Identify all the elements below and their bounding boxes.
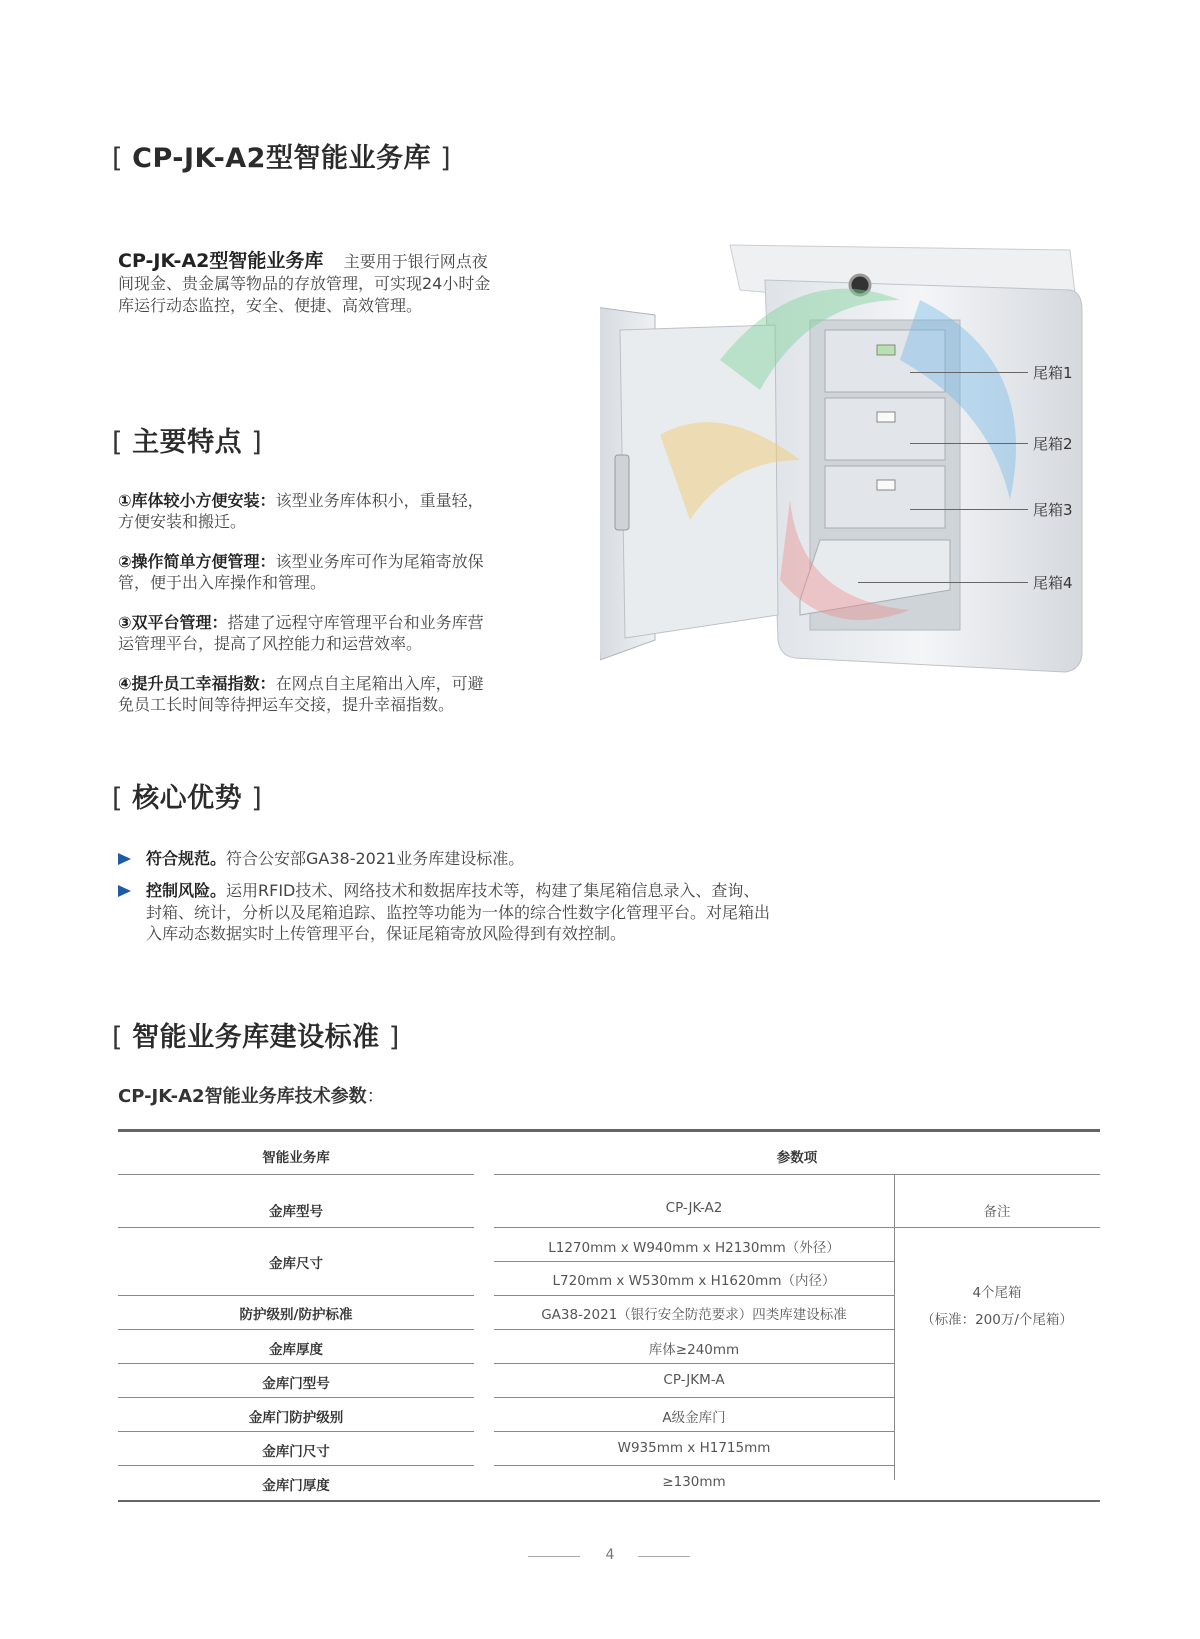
table-rule <box>494 1465 894 1466</box>
callout-line-3 <box>910 509 1028 510</box>
feature-text: 免员工长时间等待押运车交接，提升幸福指数。 <box>118 695 455 714</box>
callout-line-2 <box>910 443 1028 444</box>
table-rule <box>494 1431 894 1432</box>
page-title-text: CP-JK-A2型智能业务库 <box>132 143 431 174</box>
bullet-arrow-icon <box>118 853 131 865</box>
advantage-label: 符合规范。 <box>146 849 227 868</box>
features-title: [ 主要特点 ] <box>112 427 263 458</box>
callout-drawer-4: 尾箱4 <box>1033 574 1073 592</box>
callout-line-4 <box>858 582 1028 583</box>
feature-text: 搭建了远程守库管理平台和业务库营 <box>227 613 484 632</box>
feature-text: 管，便于出入库操作和管理。 <box>118 573 327 592</box>
advantages-title: [ 核心优势 ] <box>112 783 263 814</box>
table-row-value: CP-JK-A2 <box>665 1200 723 1216</box>
intro-line-1 <box>118 250 558 273</box>
door-handle <box>615 455 629 530</box>
footer-rule-right <box>638 1556 690 1557</box>
table-top-rule <box>118 1129 1100 1132</box>
table-rule <box>494 1174 1100 1175</box>
feature-label: ①库体较小方便安装： <box>118 491 276 510</box>
feature-label: ②操作简单方便管理： <box>118 552 276 571</box>
table-header-left: 智能业务库 <box>262 1150 330 1166</box>
table-bottom-rule <box>118 1500 1100 1502</box>
vault-product-image <box>600 240 1120 720</box>
feature-text: 方便安装和搬迁。 <box>118 512 247 531</box>
feature-text: 该型业务库体积小，重量轻， <box>275 491 484 510</box>
table-rule <box>118 1431 474 1432</box>
table-rule <box>118 1329 474 1330</box>
feature-text: 该型业务库可作为尾箱寄放保 <box>275 552 484 571</box>
feature-item-1 <box>118 490 548 532</box>
drawer-3 <box>825 466 945 528</box>
standards-subtitle-suffix: ： <box>366 1086 385 1107</box>
features-title-text: 主要特点 <box>132 427 243 458</box>
advantage-item-2 <box>146 880 866 945</box>
table-row-value: GA38-2021（银行安全防范要求）四类库建设标准 <box>541 1307 847 1323</box>
feature-text: 运管理平台，提高了风控能力和运营效率。 <box>118 634 423 653</box>
feature-text: 在网点自主尾箱出入库，可避 <box>275 674 484 693</box>
table-row-name: 金库门型号 <box>262 1376 330 1392</box>
bracket-close: ] <box>430 143 452 174</box>
callout-line-1 <box>910 372 1028 373</box>
table-header-right: 参数项 <box>776 1150 818 1166</box>
table-rule <box>494 1329 894 1330</box>
table-rule <box>118 1397 474 1398</box>
intro-paragraph <box>118 250 558 317</box>
bracket-open: [ <box>112 143 133 174</box>
drawer-handle <box>877 480 895 490</box>
table-rule <box>494 1295 894 1296</box>
bullet-arrow-icon <box>118 885 131 897</box>
table-row-value: CP-JKM-A <box>663 1372 725 1388</box>
table-rule <box>494 1397 894 1398</box>
footer-rule-left <box>528 1556 580 1557</box>
drawer-handle <box>877 412 895 422</box>
table-rule <box>118 1174 474 1175</box>
page-number: 4 <box>605 1547 615 1563</box>
table-row-name: 金库门尺寸 <box>262 1444 330 1460</box>
table-rule <box>494 1261 894 1262</box>
table-rule <box>118 1295 474 1296</box>
table-remark-label: 备注 <box>983 1204 1011 1220</box>
intro-text-1: 主要用于银行网点夜 <box>343 252 488 271</box>
page-title <box>112 136 451 175</box>
standards-subtitle-text: CP-JK-A2智能业务库技术参数 <box>118 1086 367 1107</box>
standards-title: [ 智能业务库建设标准 ] <box>112 1022 400 1053</box>
table-row-name: 金库厚度 <box>269 1342 323 1358</box>
standards-title-text: 智能业务库建设标准 <box>132 1022 380 1053</box>
table-row-name: 金库尺寸 <box>269 1256 323 1272</box>
table-rule <box>118 1227 474 1228</box>
table-row-value: ≥130mm <box>662 1474 726 1490</box>
advantage-item-1 <box>146 848 866 870</box>
feature-item-4 <box>118 673 548 715</box>
intro-line-3: 库运行动态监控，安全、便捷、高效管理。 <box>118 296 423 315</box>
table-row-name: 金库门厚度 <box>262 1478 330 1494</box>
table-remark-value: 4个尾箱 <box>972 1285 1022 1301</box>
table-row-value: A级金库门 <box>662 1410 726 1426</box>
callout-drawer-2: 尾箱2 <box>1033 435 1073 453</box>
drawer-2 <box>825 398 945 460</box>
feature-label: ③双平台管理： <box>118 613 228 632</box>
feature-item-3 <box>118 612 548 654</box>
intro-line-2: 间现金、贵金属等物品的存放管理，可实现24小时金 <box>118 274 491 293</box>
table-row-name: 金库门防护级别 <box>248 1410 344 1426</box>
table-row-value: 库体≥240mm <box>648 1342 740 1358</box>
advantages-title-text: 核心优势 <box>132 783 243 814</box>
advantage-label: 控制风险。 <box>146 881 227 900</box>
table-row-value: W935mm x H1715mm <box>617 1440 771 1456</box>
feature-item-2 <box>118 551 548 593</box>
standards-subtitle <box>118 1082 385 1108</box>
callout-drawer-1: 尾箱1 <box>1033 364 1073 382</box>
intro-lead: CP-JK-A2型智能业务库 <box>118 250 324 272</box>
table-rule <box>494 1227 1100 1228</box>
feature-label: ④提升员工幸福指数： <box>118 674 276 693</box>
table-rule <box>118 1363 474 1364</box>
table-row-name: 防护级别/防护标准 <box>239 1307 353 1323</box>
advantage-text: 入库动态数据实时上传管理平台，保证尾箱寄放风险得到有效控制。 <box>146 924 627 943</box>
table-rule <box>494 1363 894 1364</box>
table-rule <box>118 1465 474 1466</box>
advantage-text: 封箱、统计，分析以及尾箱追踪、监控等功能为一体的综合性数字化管理平台。对尾箱出 <box>146 902 771 922</box>
table-row-value: L1270mm x W940mm x H2130mm（外径） <box>548 1240 840 1256</box>
advantage-text: 符合公安部GA38-2021业务库建设标准。 <box>226 849 525 868</box>
drawer-handle <box>877 345 895 355</box>
advantage-text: 运用RFID技术、网络技术和数据库技术等，构建了集尾箱信息录入、查询、 <box>226 881 760 900</box>
table-row-name: 金库型号 <box>269 1204 323 1220</box>
table-row-value: L720mm x W530mm x H1620mm（内径） <box>552 1273 836 1289</box>
table-remark-value: （标准：200万/个尾箱） <box>921 1312 1073 1328</box>
callout-drawer-3: 尾箱3 <box>1033 501 1073 519</box>
